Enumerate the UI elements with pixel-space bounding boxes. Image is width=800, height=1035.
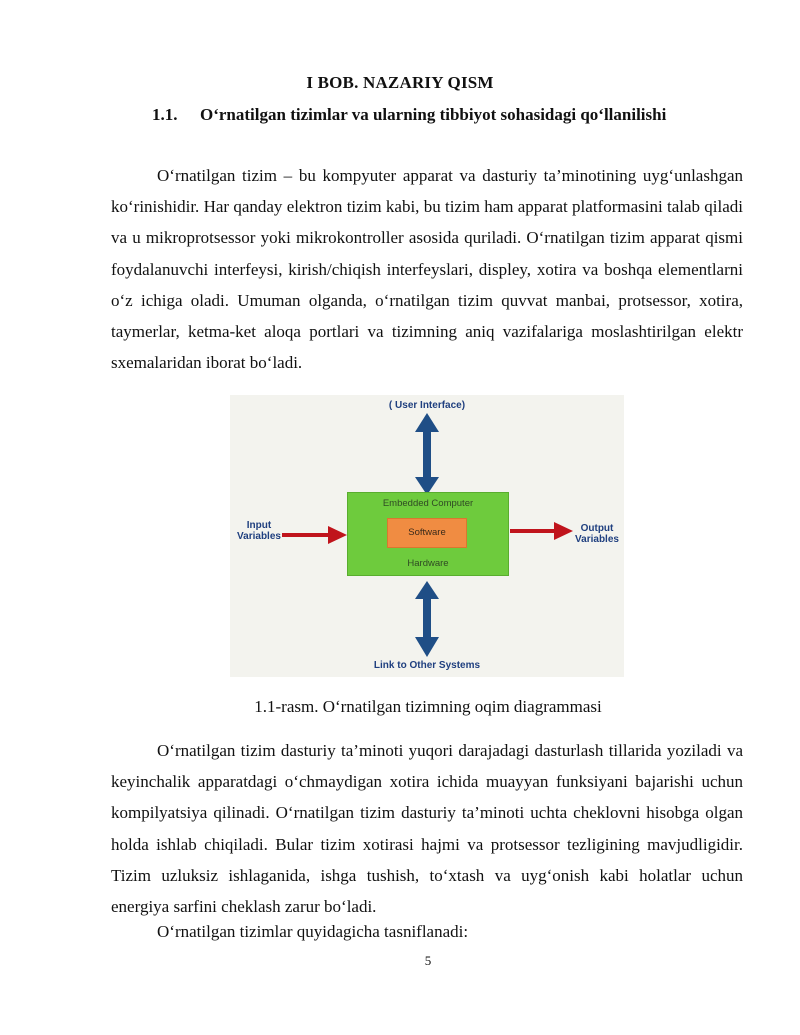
software-label: Software — [408, 527, 446, 538]
output-label-line1: Output — [580, 523, 614, 534]
section-number: 1.1. — [152, 105, 178, 124]
software-box — [387, 518, 467, 548]
classification-intro: O‘rnatilgan tizimlar quyidagicha tasniflanadi: — [157, 922, 469, 941]
paragraph-software-text: O‘rnatilgan tizim dasturiy ta’minoti yuqori darajadagi dasturlash tillarida yoziladi va keyinchalik apparatdagi o‘chmaydigan xotira ichida muayyan funksiyani bajarishi uchun kompilyatsiya qilinadi. O‘rnatilgan tizim dasturiy ta’minoti uchta cheklovni hisobga olgan holda ishlab chiqiladi. Bular tizim xotirasi hajmi va protsessor tezligining mavjudligidir. Tizim uzluksiz ishlaganida, ishga tushish, to‘xtash va uyg‘onish kabi holatlar uchun energiya sarfini cheklash zarur bo‘ladi. — [111, 741, 743, 917]
paragraph-software — [111, 735, 743, 922]
chapter-title: I BOB. NAZARIY QISM — [306, 73, 494, 92]
embedded-computer-box — [347, 492, 509, 576]
section-heading — [152, 105, 772, 125]
hardware-label: Hardware — [407, 558, 449, 569]
input-label-line2: Variables — [237, 531, 281, 542]
embedded-computer-label: Embedded Computer — [382, 498, 474, 509]
link-other-systems-label: Link to Other Systems — [373, 660, 481, 671]
embedded-system-diagram — [230, 395, 624, 677]
output-variables-label — [570, 523, 624, 545]
paragraph-intro-text: O‘rnatilgan tizim – bu kompyuter apparat va dasturiy ta’minotining uyg‘unlashgan ko‘rinishidir. Har qanday elektron tizim kabi, bu tizim ham apparat platformasini talab qiladi va u mikroprotsessor yoki mikrokontroller asosida quriladi. O‘rnatilgan tizim apparat qismi foydalanuvchi interfeysi, kirish/chiqish interfeyslari, displey, xotira va boshqa elementlarni o‘z ichiga oladi. Umuman olganda, o‘rnatilgan tizim quvvat manbai, protsessor, xotira, taymerlar, ketma-ket aloqa portlari va tizimning aniq vazifalariga moslashtirilgan elektr sxemalaridan iborat bo‘ladi. — [111, 166, 743, 373]
output-label-line2: Variables — [575, 534, 619, 545]
paragraph-intro — [111, 160, 743, 378]
input-variables-label — [230, 520, 288, 542]
user-interface-label: ( User Interface) — [388, 400, 466, 411]
figure-caption: 1.1-rasm. O‘rnatilgan tizimning oqim diagrammasi — [254, 697, 602, 716]
page-number: 5 — [424, 953, 432, 968]
section-title: O‘rnatilgan tizimlar va ularning tibbiyot sohasidagi qo‘llanilishi — [200, 105, 667, 124]
input-label-line1: Input — [246, 520, 272, 531]
